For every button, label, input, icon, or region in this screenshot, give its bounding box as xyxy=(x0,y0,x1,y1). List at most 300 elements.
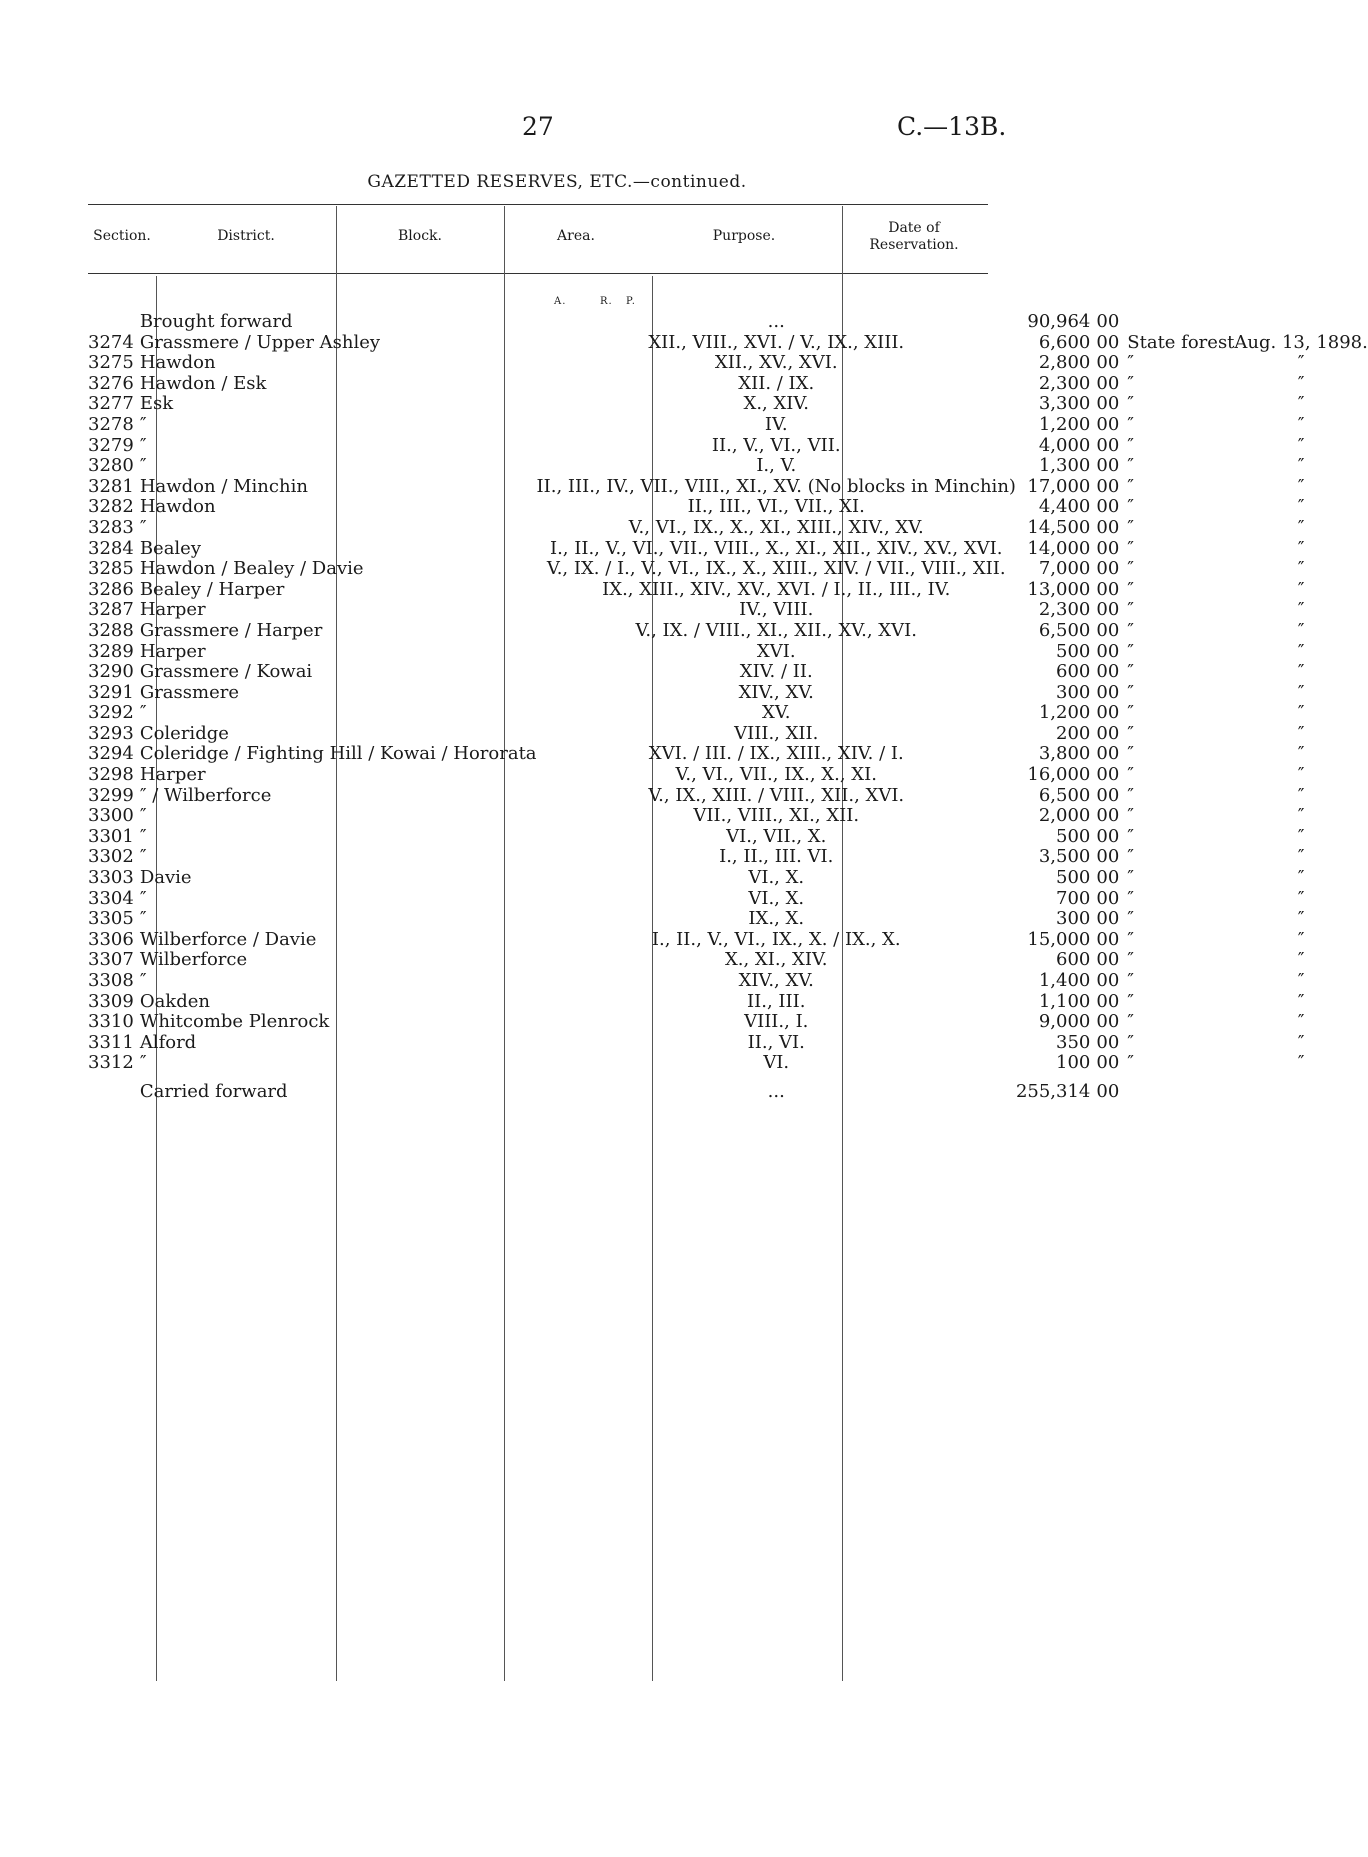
cell-perches: 0 xyxy=(1107,949,1120,971)
cell-district: Hawdon / Esk xyxy=(139,372,267,394)
cell-district: ″ xyxy=(139,846,147,868)
cell-block: XV. xyxy=(762,702,791,724)
cell-purpose xyxy=(1119,312,1234,333)
cell-block: V., VI., IX., X., XI., XIII., XIV., XV. xyxy=(628,516,924,538)
table-row xyxy=(88,1033,1368,1054)
cell-purpose: ″ xyxy=(1127,722,1135,744)
cell-district: ″ xyxy=(139,908,147,930)
cell-block: XII., XV., XVI. xyxy=(714,352,838,374)
cell-district: ″ xyxy=(139,825,147,847)
table-row xyxy=(88,703,1368,724)
cell-purpose: ″ xyxy=(1127,702,1135,724)
cell-acres: 1,100 xyxy=(1038,990,1091,1012)
table-row xyxy=(88,477,1368,498)
cell-purpose: ″ xyxy=(1127,434,1135,456)
table-row xyxy=(88,930,1368,951)
table-row xyxy=(88,456,1368,477)
cell-block: II., VI. xyxy=(747,1031,805,1053)
cell-acres: 1,200 xyxy=(1038,413,1091,435)
cell-acres: 17,000 xyxy=(1027,475,1091,497)
cell-section: 3288 xyxy=(88,619,134,641)
cell-district: Grassmere / Harper xyxy=(139,619,323,641)
cell-acres: 14,500 xyxy=(1027,516,1091,538)
table-row xyxy=(88,827,1368,848)
cell-date: ″ xyxy=(1297,661,1305,683)
cell-perches: 0 xyxy=(1107,928,1120,950)
cell-section: 3301 xyxy=(88,825,134,847)
cell-district: Grassmere / Upper Ashley xyxy=(139,331,381,353)
cell-purpose: ″ xyxy=(1127,743,1135,765)
cell-purpose: ″ xyxy=(1127,1052,1135,1074)
cell-roods: 0 xyxy=(1096,867,1108,889)
cell-perches: 0 xyxy=(1107,784,1120,806)
cell-block: ... xyxy=(767,1080,785,1102)
table-row xyxy=(88,600,1368,621)
cell-section: 3285 xyxy=(88,558,134,580)
cell-acres: 200 xyxy=(1056,722,1091,744)
cell-roods: 0 xyxy=(1096,970,1108,991)
cell-section: 3293 xyxy=(88,722,134,744)
cell-acres: 15,000 xyxy=(1027,928,1091,950)
cell-district: Hawdon / Bealey / Davie xyxy=(139,558,364,580)
cell-purpose: ″ xyxy=(1127,393,1135,415)
cell-date: ″ xyxy=(1297,949,1305,971)
carried-forward-acres: 255,314 xyxy=(1015,1080,1091,1102)
cell-roods: 0 xyxy=(1096,475,1108,497)
cell-roods: 0 xyxy=(1096,949,1108,971)
table-row xyxy=(88,909,1368,930)
cell-section xyxy=(88,312,134,333)
cell-date: ″ xyxy=(1297,619,1305,641)
table-row xyxy=(88,621,1368,642)
cell-section: 3292 xyxy=(88,702,134,724)
table-row-footer xyxy=(88,1074,1368,1103)
cell-date xyxy=(1234,1074,1367,1103)
cell-district: Hawdon xyxy=(139,496,216,518)
cell-roods: 0 xyxy=(1096,516,1108,538)
cell-roods: 0 xyxy=(1096,619,1108,641)
cell-acres: 1,300 xyxy=(1038,455,1091,477)
cell-block: II., V., VI., VII. xyxy=(711,434,841,456)
cell-district: Hawdon / Minchin xyxy=(139,475,308,497)
cell-section: 3277 xyxy=(88,393,134,415)
cell-date: ″ xyxy=(1297,846,1305,868)
cell-block: VIII., I. xyxy=(744,1011,809,1033)
cell-block: XVI. xyxy=(756,640,796,662)
cell-perches: 0 xyxy=(1107,990,1120,1012)
cell-block: IV., VIII. xyxy=(739,599,814,621)
cell-district: Coleridge xyxy=(139,722,229,744)
cell-district: ″ / Wilberforce xyxy=(139,784,272,806)
cell-purpose: ″ xyxy=(1127,784,1135,806)
cell-perches: 0 xyxy=(1107,352,1120,374)
cell-block: VI., X. xyxy=(748,887,805,909)
cell-section: 3308 xyxy=(88,970,134,991)
cell-section: 3283 xyxy=(88,516,134,538)
cell-roods: 0 xyxy=(1096,1052,1108,1074)
cell-perches: 0 xyxy=(1107,1052,1120,1074)
cell-perches: 0 xyxy=(1107,681,1120,703)
cell-acres: 100 xyxy=(1056,1052,1091,1074)
cell-district: Harper xyxy=(139,764,206,786)
cell-acres: 600 xyxy=(1056,949,1091,971)
cell-perches: 0 xyxy=(1107,764,1120,786)
cell-perches: 0 xyxy=(1107,393,1120,415)
cell-perches: 0 xyxy=(1107,1080,1120,1102)
cell-perches: 0 xyxy=(1107,867,1120,889)
cell-date: ″ xyxy=(1297,413,1305,435)
cell-district: ″ xyxy=(139,413,147,435)
cell-purpose: ″ xyxy=(1127,949,1135,971)
cell-section: 3276 xyxy=(88,372,134,394)
table-row xyxy=(88,662,1368,683)
table-row xyxy=(88,950,1368,971)
cell-district: ″ xyxy=(139,887,147,909)
cell-acres: 90,964 xyxy=(1027,311,1091,332)
header-bottom-rule xyxy=(88,273,988,274)
cell-district: ″ xyxy=(139,805,147,827)
cell-purpose: ″ xyxy=(1127,599,1135,621)
cell-perches: 0 xyxy=(1107,908,1120,930)
table-row xyxy=(88,765,1368,786)
cell-roods: 0 xyxy=(1096,599,1108,621)
table-row xyxy=(88,559,1368,580)
col-header-date: Date of Reservation. xyxy=(869,220,959,253)
table-row xyxy=(88,806,1368,827)
cell-section: 3307 xyxy=(88,949,134,971)
cell-purpose: ″ xyxy=(1127,681,1135,703)
cell-purpose: ″ xyxy=(1127,619,1135,641)
cell-block: ... xyxy=(767,311,785,332)
page-number: 27 xyxy=(522,112,554,141)
cell-date: ″ xyxy=(1297,516,1305,538)
cell-acres: 350 xyxy=(1056,1031,1091,1053)
cell-district: Grassmere xyxy=(139,681,239,703)
cell-purpose: ″ xyxy=(1127,578,1135,600)
table-row xyxy=(88,1012,1368,1033)
cell-block: VI. xyxy=(763,1052,790,1074)
cell-district: Bealey xyxy=(139,537,202,559)
cell-acres: 2,300 xyxy=(1038,372,1091,394)
cell-section: 3275 xyxy=(88,352,134,374)
cell-perches: 0 xyxy=(1107,825,1120,847)
table-row xyxy=(88,539,1368,560)
col-header-area: Area. xyxy=(557,228,595,244)
cell-date: ″ xyxy=(1297,990,1305,1012)
cell-roods: 0 xyxy=(1096,413,1108,435)
cell-purpose: State forest xyxy=(1127,331,1235,353)
cell-date: ″ xyxy=(1297,496,1305,518)
cell-section: 3279 xyxy=(88,434,134,456)
table-row xyxy=(88,1053,1368,1074)
cell-purpose: ″ xyxy=(1127,640,1135,662)
cell-block: XII. / IX. xyxy=(738,372,815,394)
table-row xyxy=(88,724,1368,745)
cell-block: VII., VIII., XI., XII. xyxy=(693,805,860,827)
area-unit-acres: A. xyxy=(554,296,567,307)
cell-section: 3282 xyxy=(88,496,134,518)
cell-purpose: ″ xyxy=(1127,455,1135,477)
cell-purpose: ″ xyxy=(1127,908,1135,930)
cell-block: XIV. / II. xyxy=(739,661,813,683)
col-header-district: District. xyxy=(217,228,275,244)
cell-district: Oakden xyxy=(139,990,210,1012)
cell-roods: 0 xyxy=(1096,1031,1108,1053)
cell-roods: 0 xyxy=(1096,887,1108,909)
cell-block: V., IX. / VIII., XI., XII., XV., XVI. xyxy=(635,619,917,641)
cell-date: ″ xyxy=(1297,784,1305,806)
cell-block: I., II., V., VI., IX., X. / IX., X. xyxy=(651,928,901,950)
cell-acres: 3,300 xyxy=(1038,393,1091,415)
cell-block: I., II., V., VI., VII., VIII., X., XI., XII., XIV., XV., XVI. xyxy=(549,537,1003,559)
cell-district: Grassmere / Kowai xyxy=(139,661,313,683)
cell-perches: 0 xyxy=(1107,434,1120,456)
cell-date: Aug. 13, 1898. xyxy=(1234,331,1368,353)
cell-section: 3312 xyxy=(88,1052,134,1074)
cell-acres: 16,000 xyxy=(1027,764,1091,786)
cell-section: 3290 xyxy=(88,661,134,683)
cell-roods: 0 xyxy=(1096,558,1108,580)
reserves-table-body xyxy=(88,312,1368,1074)
cell-district: ″ xyxy=(139,516,147,538)
cell-block: II., III. xyxy=(747,990,806,1012)
cell-date: ″ xyxy=(1297,1052,1305,1074)
cell-perches: 0 xyxy=(1107,311,1120,332)
cell-block: XIV., XV. xyxy=(738,970,814,991)
cell-section: 3284 xyxy=(88,537,134,559)
cell-perches: 0 xyxy=(1107,619,1120,641)
cell-date: ″ xyxy=(1297,764,1305,786)
cell-roods: 0 xyxy=(1096,764,1108,786)
cell-block: I., V. xyxy=(756,455,797,477)
cell-district: ″ xyxy=(139,1052,147,1074)
cell-perches: 0 xyxy=(1107,455,1120,477)
cell-district: ″ xyxy=(139,702,147,724)
cell-section: 3309 xyxy=(88,990,134,1012)
cell-section: 3294 xyxy=(88,743,134,765)
cell-acres: 13,000 xyxy=(1027,578,1091,600)
cell-section: 3311 xyxy=(88,1031,134,1053)
cell-section: 3302 xyxy=(88,846,134,868)
cell-date: ″ xyxy=(1297,455,1305,477)
cell-perches: 0 xyxy=(1107,846,1120,868)
cell-block: V., VI., VII., IX., X., XI. xyxy=(675,764,877,786)
cell-purpose: ″ xyxy=(1127,1031,1135,1053)
cell-roods: 0 xyxy=(1096,311,1108,332)
cell-acres: 500 xyxy=(1056,867,1091,889)
cell-acres: 3,800 xyxy=(1038,743,1091,765)
cell-roods: 0 xyxy=(1096,1011,1108,1033)
cell-section: 3298 xyxy=(88,764,134,786)
cell-section: 3305 xyxy=(88,908,134,930)
cell-date: ″ xyxy=(1297,825,1305,847)
cell-date: ″ xyxy=(1297,743,1305,765)
cell-roods: 0 xyxy=(1096,846,1108,868)
cell-block: VI., VII., X. xyxy=(726,825,827,847)
cell-section: 3304 xyxy=(88,887,134,909)
cell-date: ″ xyxy=(1297,681,1305,703)
cell-perches: 0 xyxy=(1107,722,1120,744)
cell-roods: 0 xyxy=(1096,393,1108,415)
cell-district: ″ xyxy=(139,434,147,456)
table-row xyxy=(88,353,1368,374)
cell-purpose: ″ xyxy=(1127,496,1135,518)
cell-date: ″ xyxy=(1297,393,1305,415)
cell-date: ″ xyxy=(1297,1031,1305,1053)
col-header-section: Section. xyxy=(93,228,151,244)
table-row xyxy=(88,992,1368,1013)
table-row xyxy=(88,971,1368,992)
cell-date: ″ xyxy=(1297,578,1305,600)
cell-district: Wilberforce xyxy=(139,949,248,971)
cell-acres: 1,400 xyxy=(1038,970,1091,991)
table-row xyxy=(88,580,1368,601)
cell-block: IV. xyxy=(764,413,788,435)
cell-acres: 700 xyxy=(1056,887,1091,909)
area-unit-roods: R. xyxy=(600,296,613,307)
cell-acres: 3,500 xyxy=(1038,846,1091,868)
cell-roods: 0 xyxy=(1096,434,1108,456)
cell-roods: 0 xyxy=(1096,681,1108,703)
cell-date: ″ xyxy=(1297,434,1305,456)
cell-purpose: ″ xyxy=(1127,372,1135,394)
document-code: C.—13B. xyxy=(897,112,1007,141)
cell-roods: 0 xyxy=(1096,1080,1108,1102)
cell-section: 3303 xyxy=(88,867,134,889)
cell-perches: 0 xyxy=(1107,1011,1120,1033)
cell-perches: 0 xyxy=(1107,887,1120,909)
cell-perches: 0 xyxy=(1107,661,1120,683)
cell-roods: 0 xyxy=(1096,496,1108,518)
cell-section: 3287 xyxy=(88,599,134,621)
cell-acres: 300 xyxy=(1056,681,1091,703)
table-row xyxy=(88,889,1368,910)
cell-roods: 0 xyxy=(1096,702,1108,724)
cell-roods: 0 xyxy=(1096,372,1108,394)
cell-perches: 0 xyxy=(1107,475,1120,497)
cell-section: 3291 xyxy=(88,681,134,703)
cell-perches: 0 xyxy=(1107,702,1120,724)
cell-section: 3278 xyxy=(88,413,134,435)
cell-section: 3289 xyxy=(88,640,134,662)
table-row xyxy=(88,744,1368,765)
cell-block: IX., XIII., XIV., XV., XVI. / I., II., III., IV. xyxy=(602,578,951,600)
cell-acres: 6,600 xyxy=(1038,331,1091,353)
table-row xyxy=(88,518,1368,539)
cell-perches: 0 xyxy=(1107,970,1120,991)
col-header-block: Block. xyxy=(398,228,442,244)
area-unit-perches: P. xyxy=(626,296,636,307)
table-row xyxy=(88,312,1368,333)
cell-roods: 0 xyxy=(1096,331,1108,353)
cell-date: ″ xyxy=(1297,702,1305,724)
table-row xyxy=(88,415,1368,436)
cell-district: Harper xyxy=(139,640,206,662)
cell-section: 3280 xyxy=(88,455,134,477)
cell-block: IX., X. xyxy=(748,908,805,930)
cell-section: 3299 xyxy=(88,784,134,806)
cell-block: VIII., XII. xyxy=(734,722,819,744)
cell-perches: 0 xyxy=(1107,372,1120,394)
cell-purpose: ″ xyxy=(1127,764,1135,786)
table-row xyxy=(88,868,1368,889)
table-row xyxy=(88,683,1368,704)
cell-purpose: ″ xyxy=(1127,516,1135,538)
table-row xyxy=(88,786,1368,807)
table-row xyxy=(88,497,1368,518)
cell-date: ″ xyxy=(1297,1011,1305,1033)
cell-section: 3306 xyxy=(88,928,134,950)
cell-date: ″ xyxy=(1297,867,1305,889)
cell-date: ″ xyxy=(1297,599,1305,621)
cell-district: Harper xyxy=(139,599,206,621)
cell-perches: 0 xyxy=(1107,516,1120,538)
cell-date: ″ xyxy=(1297,352,1305,374)
cell-block: V., IX. / I., V., VI., IX., X., XIII., XIV. / VII., VIII., XII. xyxy=(546,558,1006,580)
cell-date: ″ xyxy=(1297,558,1305,580)
cell-perches: 0 xyxy=(1107,1031,1120,1053)
cell-purpose: ″ xyxy=(1127,1011,1135,1033)
cell-block: I., II., III. VI. xyxy=(719,846,834,868)
cell-perches: 0 xyxy=(1107,578,1120,600)
cell-date: ″ xyxy=(1297,908,1305,930)
cell-roods: 0 xyxy=(1096,825,1108,847)
cell-roods: 0 xyxy=(1096,578,1108,600)
cell-roods: 0 xyxy=(1096,661,1108,683)
cell-perches: 0 xyxy=(1107,537,1120,559)
table-row xyxy=(88,374,1368,395)
cell-purpose: ″ xyxy=(1127,475,1135,497)
cell-section: 3281 xyxy=(88,475,134,497)
cell-section: 3274 xyxy=(88,331,134,353)
cell-purpose: ″ xyxy=(1127,352,1135,374)
cell-district: Esk xyxy=(139,393,174,415)
cell-block: X., XI., XIV. xyxy=(724,949,828,971)
cell-purpose: ″ xyxy=(1127,413,1135,435)
cell-perches: 0 xyxy=(1107,496,1120,518)
cell-district: Alford xyxy=(139,1031,197,1053)
cell-block: V., IX., XIII. / VIII., XII., XVI. xyxy=(648,784,905,806)
cell-block: XII., VIII., XVI. / V., IX., XIII. xyxy=(648,331,905,353)
cell-purpose: ″ xyxy=(1127,825,1135,847)
cell-date: ″ xyxy=(1297,475,1305,497)
cell-date: ″ xyxy=(1297,805,1305,827)
cell-district: Bealey / Harper xyxy=(139,578,285,600)
cell-roods: 0 xyxy=(1096,722,1108,744)
cell-date xyxy=(1234,312,1367,333)
header-top-rule xyxy=(88,204,988,205)
cell-acres: 2,800 xyxy=(1038,352,1091,374)
cell-block: II., III., IV., VII., VIII., XI., XV. (No blocks in Minchin) xyxy=(536,475,1016,497)
cell-block: X., XIV. xyxy=(743,393,809,415)
table-row xyxy=(88,847,1368,868)
cell-acres: 4,000 xyxy=(1038,434,1091,456)
table-row xyxy=(88,642,1368,663)
cell-purpose: ″ xyxy=(1127,661,1135,683)
table-row xyxy=(88,333,1368,354)
cell-section: 3310 xyxy=(88,1011,134,1033)
cell-acres: 2,300 xyxy=(1038,599,1091,621)
carried-forward-label: Carried forward xyxy=(139,1080,288,1102)
cell-purpose: ″ xyxy=(1127,928,1135,950)
cell-district: Wilberforce / Davie xyxy=(139,928,317,950)
table-row xyxy=(88,394,1368,415)
cell-acres: 300 xyxy=(1056,908,1091,930)
cell-roods: 0 xyxy=(1096,784,1108,806)
cell-district: ″ xyxy=(139,455,147,477)
cell-perches: 0 xyxy=(1107,599,1120,621)
cell-date: ″ xyxy=(1297,970,1305,991)
